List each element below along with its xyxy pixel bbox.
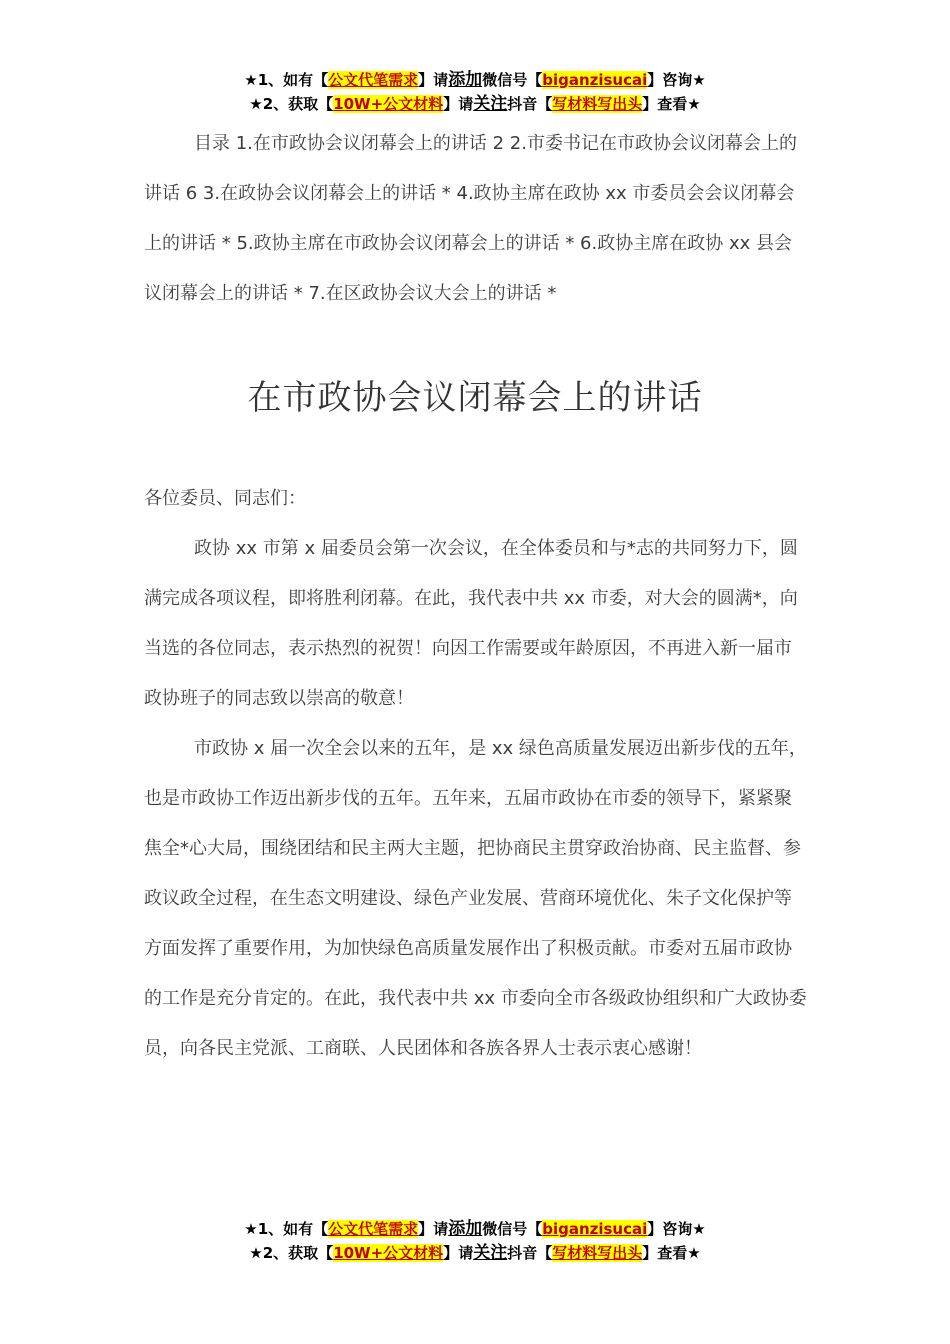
banner-line-1	[0, 68, 950, 92]
header-banner	[0, 68, 950, 116]
table-of-contents: 目录 1.在市政协会议闭幕会上的讲话 2 2.市委书记在市政协会议闭幕会上的讲话 6 3.在政协会议闭幕会上的讲话 * 4.政协主席在政协 xx 市委员会会议闭幕会上的讲话 * 5.政协主席在市政协会议闭幕会上的讲话 * 6.政协主席在政协 xx 县会议闭幕会上的讲话 * 7.在区政协会议大会上的讲话 *	[144, 133, 797, 304]
banner-text: ★1、如有【	[244, 71, 329, 89]
paragraph: 政协 xx 市第 x 届委员会第一次会议，在全体委员和与*志的共同努力下，圆满完成各项议程，即将胜利闭幕。在此，我代表中共 xx 市委，对大会的圆满*，向当选的各位同志，表示热烈的祝贺！向因工作需要或年龄原因，不再进入新一届市政协班子的同志致以崇高的敬意！	[144, 538, 798, 709]
banner-text: 】请	[418, 1220, 449, 1238]
banner-highlight: biganzisucai	[542, 71, 648, 89]
salutation: 各位委员、同志们：	[144, 488, 306, 509]
banner-highlight: 公文代笔需求	[328, 1220, 419, 1238]
banner-text: 】咨询★	[647, 1220, 706, 1238]
banner-highlight: 10W+公文材料	[333, 95, 444, 113]
banner-text: ★2、获取【	[249, 95, 334, 113]
banner-text: ★2、获取【	[249, 1244, 334, 1262]
banner-text: 】咨询★	[647, 71, 706, 89]
banner-text: 抖音【	[507, 95, 553, 113]
banner-text: 】请	[443, 95, 474, 113]
banner-underlined: 添加	[448, 70, 483, 90]
banner-text: 】查看★	[642, 95, 701, 113]
banner-line-2	[0, 1241, 950, 1265]
banner-text: 微信号【	[482, 71, 543, 89]
paragraph: 市政协 x 届一次全会以来的五年，是 xx 绿色高质量发展迈出新步伐的五年，也是市政协工作迈出新步伐的五年。五年来，五届市政协在市委的领导下，紧紧聚焦全*心大局，围绕团结和民主两大主题，把协商民主贯穿政治协商、民主监督、参政议政全过程，在生态文明建设、绿色产业发展、营商环境优化、朱子文化保护等方面发挥了重要作用，为加快绿色高质量发展作出了积极贡献。市委对五届市政协的工作是充分肯定的。在此，我代表中共 xx 市委向全市各级政协组织和广大政协委员，向各民主党派、工商联、人民团体和各族各界人士表示衷心感谢！	[144, 738, 807, 1059]
banner-text: 】请	[443, 1244, 474, 1262]
banner-highlight: 写材料写出头	[552, 95, 643, 113]
document-title: 在市政协会议闭幕会上的讲话	[247, 378, 703, 418]
document-body	[144, 474, 809, 1074]
banner-text: ★1、如有【	[244, 1220, 329, 1238]
banner-line-1	[0, 1217, 950, 1241]
banner-text: 抖音【	[507, 1244, 553, 1262]
banner-underlined: 关注	[473, 1243, 508, 1263]
banner-highlight: 公文代笔需求	[328, 71, 419, 89]
banner-text: 微信号【	[482, 1220, 543, 1238]
banner-highlight: biganzisucai	[542, 1220, 648, 1238]
banner-underlined: 添加	[448, 1219, 483, 1239]
banner-text: 】查看★	[642, 1244, 701, 1262]
banner-highlight: 10W+公文材料	[333, 1244, 444, 1262]
banner-line-2	[0, 92, 950, 116]
banner-text: 】请	[418, 71, 449, 89]
banner-underlined: 关注	[473, 94, 508, 114]
footer-banner	[0, 1217, 950, 1265]
banner-highlight: 写材料写出头	[552, 1244, 643, 1262]
